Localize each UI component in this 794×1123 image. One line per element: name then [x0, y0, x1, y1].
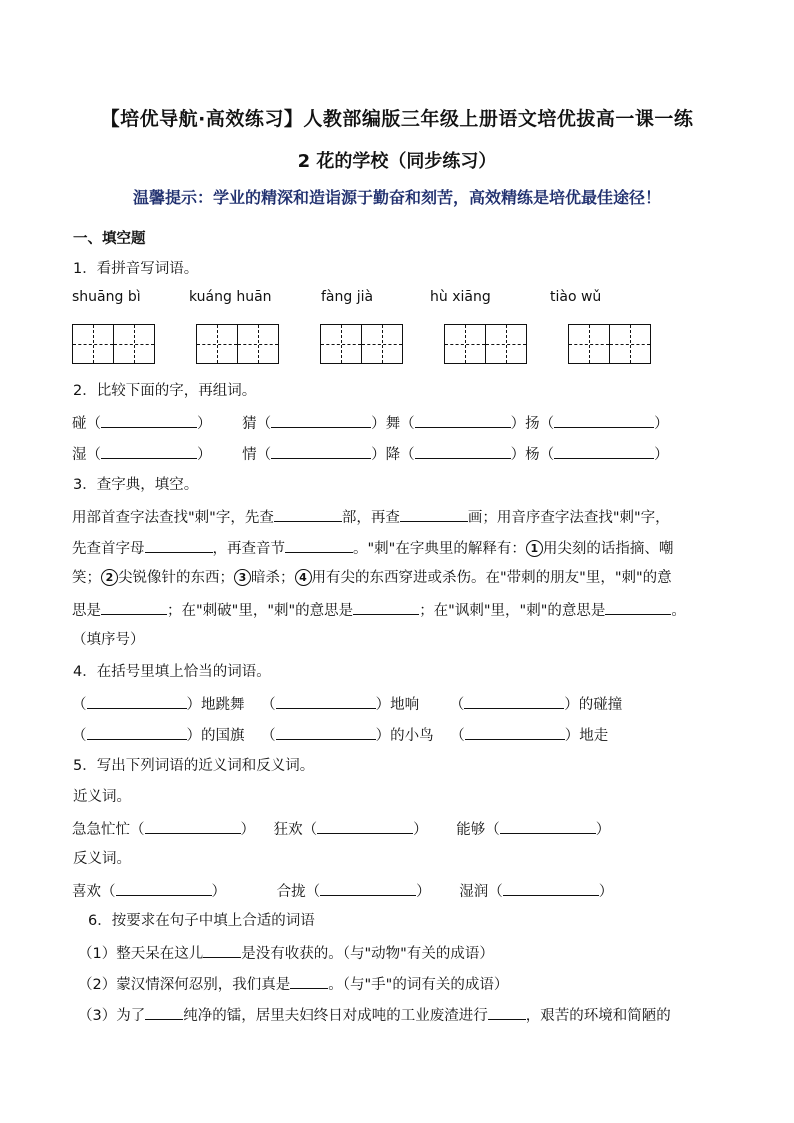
q5-paren: ）: [413, 822, 428, 838]
writing-grid-2[interactable]: [196, 324, 279, 364]
pinyin-3: fàng jià: [321, 289, 374, 305]
pinyin-2: kuáng huān: [189, 289, 272, 305]
answer-blank[interactable]: [320, 880, 416, 896]
q5-word: 能够（: [456, 822, 500, 838]
q4-text: ）的碰撞: [564, 697, 623, 713]
q3-text: 。: [671, 603, 686, 619]
answer-blank[interactable]: [285, 537, 353, 553]
pinyin-1: shuāng bì: [72, 289, 141, 305]
q4-row-1: [72, 693, 622, 715]
q6-text: 。（与"手"的词有关的成语）: [328, 977, 509, 993]
q3-text: 暗杀；: [251, 570, 295, 586]
q4-paren: （: [450, 728, 465, 744]
circled-number: 1: [526, 540, 543, 557]
q4-paren: （: [72, 728, 87, 744]
q5-word: 合拢（: [276, 884, 321, 900]
q3-text: ；在"讽刺"里，"刺"的意思是: [419, 603, 606, 619]
q5-word: 狂欢（: [273, 822, 318, 838]
q5-paren: ）: [598, 884, 614, 900]
answer-blank[interactable]: [101, 412, 197, 428]
q4-paren: （: [449, 697, 465, 713]
q4-paren: （: [261, 728, 276, 744]
answer-blank[interactable]: [503, 880, 599, 896]
q6-text: （3）为了: [78, 1008, 146, 1024]
answer-blank[interactable]: [145, 818, 241, 834]
answer-blank[interactable]: [274, 506, 342, 522]
answer-blank[interactable]: [605, 599, 671, 615]
q2-paren: ）: [654, 416, 669, 432]
answer-blank[interactable]: [101, 443, 197, 459]
answer-blank[interactable]: [276, 724, 376, 740]
writing-grid-4[interactable]: [444, 324, 527, 364]
q5-label: 5．写出下列词语的近义词和反义词。: [73, 758, 315, 774]
q2-paren: ）: [197, 416, 212, 432]
answer-blank[interactable]: [317, 818, 413, 834]
q2-paren: ）: [197, 447, 212, 463]
synonym-row: [72, 818, 610, 840]
q5-word: 湿润（: [459, 884, 503, 900]
q2-char: ）降（: [371, 447, 415, 463]
q3-note: （填序号）: [72, 632, 145, 648]
answer-blank[interactable]: [87, 693, 187, 709]
q5-paren: ）: [595, 822, 611, 838]
q6-sentence-2: [78, 973, 508, 995]
q3-text: 尖锐像针的东西；: [118, 570, 234, 586]
q3-text: 用有尖的东西穿进或杀伤。在"带刺的朋友"里，"刺"的意: [311, 570, 672, 586]
q2-char: 猜（: [242, 416, 272, 432]
q6-text: ，艰苦的环境和简陋的: [525, 1008, 671, 1024]
q3-text: ，再查音节: [212, 541, 285, 557]
synonym-label: 近义词。: [73, 789, 131, 805]
q6-sentence-1: [78, 942, 494, 964]
lesson-title: 2 花的学校（同步练习）: [297, 151, 497, 172]
answer-blank[interactable]: [554, 443, 654, 459]
answer-blank[interactable]: [415, 443, 511, 459]
q1-label: 1．看拼音写词语。: [73, 261, 199, 277]
answer-blank[interactable]: [276, 693, 376, 709]
q2-char: 湿（: [72, 447, 101, 463]
circled-number: 4: [295, 569, 312, 586]
answer-blank[interactable]: [353, 599, 419, 615]
q3-text: 用部首查字法查找"刺"字，先查: [72, 510, 274, 526]
q5-paren: ）: [211, 884, 226, 900]
answer-blank[interactable]: [87, 724, 187, 740]
q3-line-1: [72, 506, 670, 528]
q3-line-3: [72, 568, 672, 588]
answer-blank[interactable]: [145, 537, 213, 553]
tip-text: 温馨提示：学业的精深和造诣源于勤奋和刻苦，高效精练是培优最佳途径！: [132, 188, 661, 207]
q4-text: ）的国旗: [186, 728, 245, 744]
writing-grid-1[interactable]: [72, 324, 155, 364]
q6-text: （2）蒙汉情深何忍别，我们真是: [78, 977, 291, 993]
antonym-row: [72, 880, 613, 902]
q4-row-2: [72, 724, 608, 746]
pinyin-4: hù xiāng: [430, 289, 491, 305]
answer-blank[interactable]: [554, 412, 654, 428]
answer-blank[interactable]: [415, 412, 511, 428]
q6-text: 纯净的镭，居里夫妇终日对成吨的工业废渣进行: [183, 1008, 488, 1024]
q2-row-2: [72, 443, 669, 465]
q4-text: ）地跳舞: [186, 697, 245, 713]
q3-text: 部，再查: [341, 510, 400, 526]
answer-blank[interactable]: [116, 880, 212, 896]
q5-word: 急急忙忙（: [72, 822, 145, 838]
answer-blank[interactable]: [271, 443, 371, 459]
q3-text: 。"刺"在字典里的解释有：: [353, 541, 526, 557]
q4-paren: （: [72, 697, 87, 713]
q5-paren: ）: [416, 884, 431, 900]
q2-char: ）杨（: [510, 447, 555, 463]
answer-blank[interactable]: [203, 942, 241, 958]
writing-grid-3[interactable]: [320, 324, 403, 364]
page-title: 【培优导航·高效练习】人教部编版三年级上册语文培优拔高一课一练: [100, 108, 694, 130]
answer-blank[interactable]: [464, 693, 564, 709]
writing-grid-5[interactable]: [568, 324, 651, 364]
answer-blank[interactable]: [488, 1004, 526, 1020]
q4-paren: （: [261, 697, 276, 713]
q3-label: 3．查字典，填空。: [73, 477, 199, 493]
circled-number: 3: [234, 569, 251, 586]
q3-text: ；在"刺破"里，"刺"的意思是: [167, 603, 354, 619]
answer-blank[interactable]: [400, 506, 468, 522]
q3-text: 先查首字母: [72, 541, 145, 557]
answer-blank[interactable]: [465, 724, 565, 740]
answer-blank[interactable]: [290, 973, 328, 989]
q5-paren: ）: [240, 822, 255, 838]
q2-paren: ）: [654, 447, 669, 463]
answer-blank[interactable]: [101, 599, 167, 615]
q2-row-1: [72, 412, 669, 434]
q6-text: 是没有收获的。（与"动物"有关的成语）: [241, 946, 494, 962]
answer-blank[interactable]: [145, 1004, 183, 1020]
q3-text: 思是: [72, 603, 101, 619]
circled-number: 2: [101, 569, 118, 586]
q6-label: 6．按要求在句子中填上合适的词语: [88, 913, 315, 929]
q6-sentence-3: [78, 1004, 671, 1026]
q3-line-2: [72, 537, 673, 559]
q3-text: 笑；: [72, 570, 101, 586]
q5-word: 喜欢（: [72, 884, 116, 900]
q2-char: 情（: [242, 447, 272, 463]
q2-char: ）舞（: [371, 416, 415, 432]
q4-text: ）的小鸟: [375, 728, 434, 744]
q2-char: ）扬（: [510, 416, 555, 432]
q4-text: ）地响: [375, 697, 420, 713]
answer-blank[interactable]: [500, 818, 596, 834]
answer-blank[interactable]: [271, 412, 371, 428]
q3-text: 用尖刻的话指摘、嘲: [542, 541, 674, 557]
q3-text: 画；用音序查字法查找"刺"字，: [467, 510, 670, 526]
q2-label: 2．比较下面的字，再组词。: [73, 383, 257, 399]
q3-line-4: [72, 599, 686, 621]
q2-char: 碰（: [72, 416, 101, 432]
q4-label: 4．在括号里填上恰当的词语。: [73, 664, 271, 680]
q4-text: ）地走: [564, 728, 609, 744]
pinyin-5: tiào wǔ: [550, 289, 602, 305]
antonym-label: 反义词。: [73, 851, 131, 867]
q6-text: （1）整天呆在这儿: [78, 946, 204, 962]
section-heading: 一、填空题: [73, 231, 146, 247]
